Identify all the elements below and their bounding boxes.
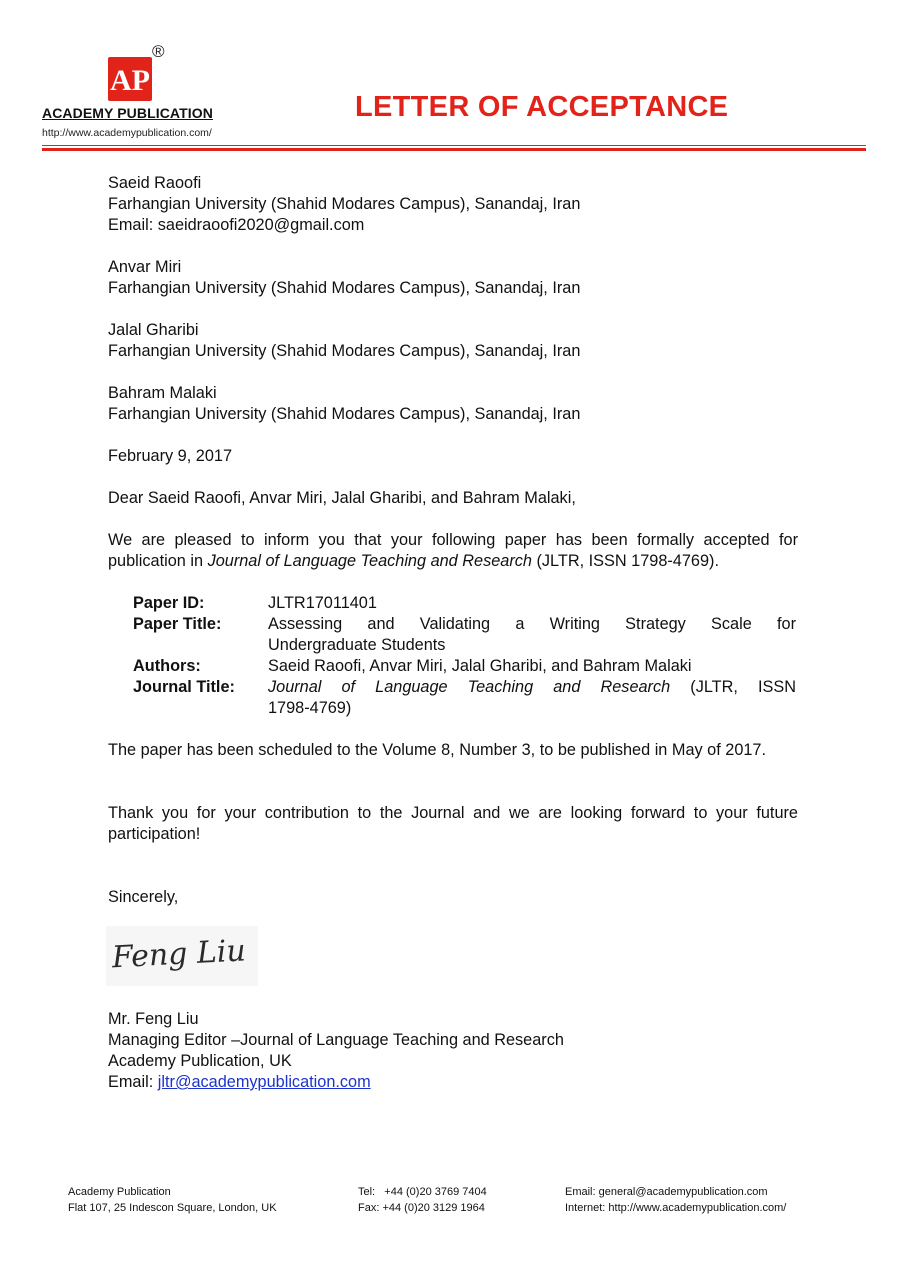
- logo-text: AP: [110, 64, 150, 97]
- header-divider-thin: [42, 145, 866, 146]
- footer-tel: Tel: +44 (0)20 3769 7404: [358, 1186, 487, 1198]
- paper-id-label: Paper ID:: [133, 594, 205, 612]
- footer-address: Flat 107, 25 Indescon Square, London, UK: [68, 1202, 277, 1214]
- thanks-paragraph: Thank you for your contribution to the Journal and we are looking forward to your future participation!: [108, 804, 798, 843]
- footer-email: Email: general@academypublication.com: [565, 1186, 768, 1198]
- closing: Sincerely,: [108, 888, 179, 906]
- signatory-position: Managing Editor –Journal of Language Teaching and Research: [108, 1031, 564, 1049]
- handwritten-signature: [106, 926, 258, 986]
- academy-publication-logo: [108, 57, 152, 101]
- paper-id-value: JLTR17011401: [268, 594, 377, 612]
- recipient-1-name: Saeid Raoofi: [108, 174, 202, 192]
- footer-org: Academy Publication: [68, 1186, 171, 1198]
- brand-url[interactable]: http://www.academypublication.com/: [42, 127, 212, 139]
- recipient-1-affiliation: Farhangian University (Shahid Modares Campus), Sanandaj, Iran: [108, 195, 581, 213]
- journal-title-value-line1: [268, 677, 796, 698]
- journal-title-italic: Journal of Language Teaching and Research: [268, 678, 671, 696]
- signatory-email-line: [108, 1072, 371, 1093]
- journal-title-rest: (JLTR, ISSN: [670, 678, 796, 696]
- recipient-1-email: Email: saeidraoofi2020@gmail.com: [108, 216, 365, 234]
- recipient-4-name: Bahram Malaki: [108, 384, 217, 402]
- recipient-2-affiliation: Farhangian University (Shahid Modares Campus), Sanandaj, Iran: [108, 279, 581, 297]
- signatory-email-label: Email:: [108, 1073, 158, 1091]
- recipient-4-affiliation: Farhangian University (Shahid Modares Campus), Sanandaj, Iran: [108, 405, 581, 423]
- schedule-paragraph: The paper has been scheduled to the Volume 8, Number 3, to be published in May of 2017.: [108, 741, 767, 759]
- intro-journal-name: Journal of Language Teaching and Research: [207, 552, 532, 570]
- paper-title-label: Paper Title:: [133, 615, 222, 633]
- header-divider-thick: [42, 148, 866, 151]
- registered-trademark-icon: ®: [152, 42, 165, 61]
- paper-title-value-line1: Assessing and Validating a Writing Strategy Scale for: [268, 615, 796, 633]
- intro-paragraph: [108, 530, 798, 572]
- letter-date: February 9, 2017: [108, 447, 232, 465]
- footer-internet: Internet: http://www.academypublication.com/: [565, 1202, 787, 1214]
- recipient-2-name: Anvar Miri: [108, 258, 182, 276]
- intro-text-before: We are pleased to inform you that your following paper has been formally accepted for publication in: [108, 531, 798, 570]
- authors-value: Saeid Raoofi, Anvar Miri, Jalal Gharibi, and Bahram Malaki: [268, 657, 692, 675]
- recipient-3-affiliation: Farhangian University (Shahid Modares Campus), Sanandaj, Iran: [108, 342, 581, 360]
- page-title: LETTER OF ACCEPTANCE: [355, 91, 729, 123]
- signature-text: Feng Liu: [111, 933, 247, 976]
- journal-title-label: Journal Title:: [133, 678, 235, 696]
- salutation: Dear Saeid Raoofi, Anvar Miri, Jalal Gharibi, and Bahram Malaki,: [108, 489, 576, 507]
- footer-fax: Fax: +44 (0)20 3129 1964: [358, 1202, 485, 1214]
- recipient-3-name: Jalal Gharibi: [108, 321, 199, 339]
- authors-label: Authors:: [133, 657, 201, 675]
- signatory-email-link[interactable]: jltr@academypublication.com: [157, 1073, 371, 1091]
- intro-text-after: (JLTR, ISSN 1798-4769).: [531, 552, 719, 570]
- journal-title-value-line2: 1798-4769): [268, 699, 352, 717]
- signatory-organization: Academy Publication, UK: [108, 1052, 292, 1070]
- signatory-name: Mr. Feng Liu: [108, 1010, 199, 1028]
- brand-name: ACADEMY PUBLICATION: [42, 105, 213, 121]
- paper-title-value-line2: Undergraduate Students: [268, 636, 446, 654]
